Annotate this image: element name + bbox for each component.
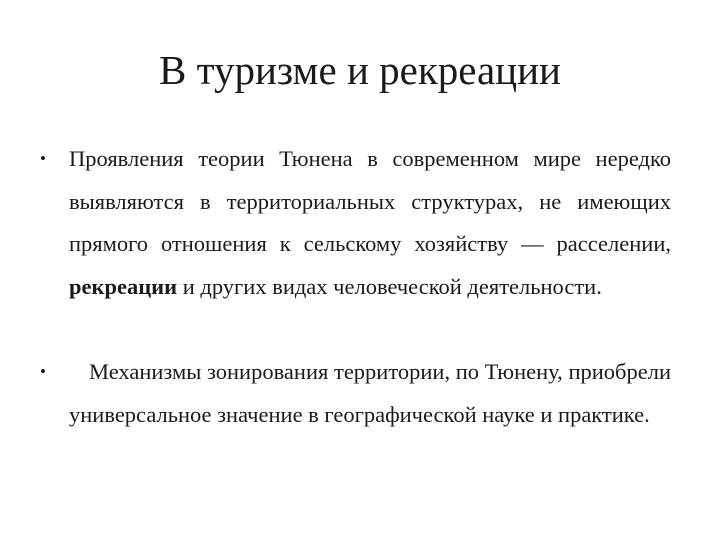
bullet-text [69,138,671,308]
slide-title: В туризме и рекреации [159,47,561,93]
bullet-text-part: Проявления теории Тюнена в современном мире нередко выявляются в территориальных структурах, не имеющих прямого отношения к сельскому хозяйству — расселении, [69,146,671,256]
bullet-marker: • [40,149,46,168]
bullet-text-part: и других видах человеческой деятельности. [177,273,602,299]
bullet-marker: • [40,362,46,381]
bullet-text-emphasis: рекреации [69,273,178,299]
bullet-text: Механизмы зонирования территории, по Тюнену, приобрели универсальное значение в географической науке и практике. [69,359,671,427]
